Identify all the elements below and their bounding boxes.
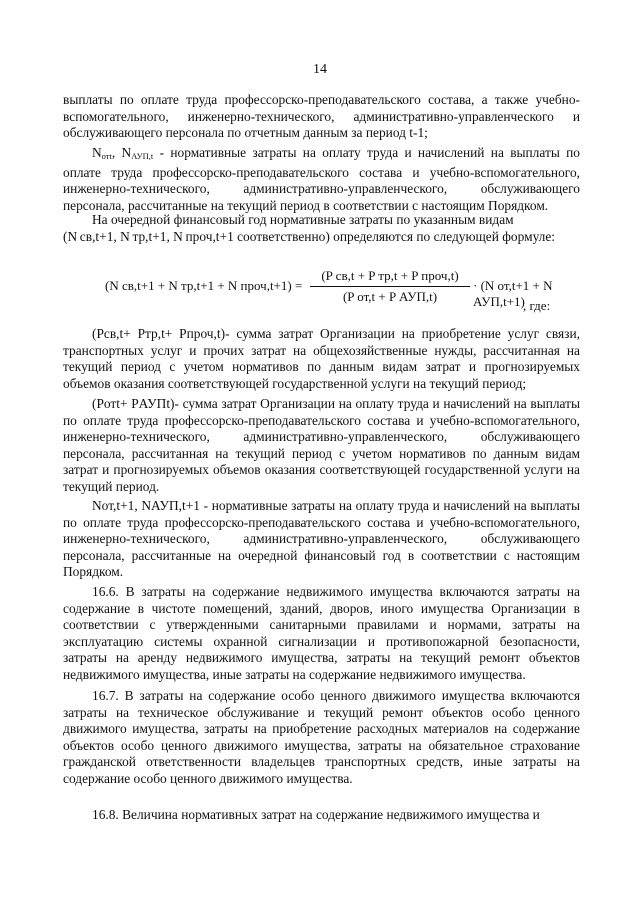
- paragraph-16-8: 16.8. Величина нормативных затрат на содержание недвижимого имущества и: [92, 807, 540, 822]
- formula-lhs: (N св,t+1 + N тр,t+1 + N проч,t+1) =: [105, 278, 303, 293]
- formula-where: , где:: [523, 298, 551, 313]
- symbol-n-ot: Nотt, NАУП,t: [92, 145, 154, 161]
- formula-fraction: [310, 268, 470, 305]
- formula-denominator: (P от,t + P АУП,t): [342, 289, 438, 304]
- formula-numerator: (P св,t + P тр,t + P проч,t): [310, 268, 470, 287]
- paragraph-16-6: 16.6. В затраты на содержание недвижимого имущества включаются затраты на содержание в чистоте помещений, зданий, дворов, иного имущества Организации в соответствии с утвержденными санитарными правилами и нормами, затраты на эксплуатацию системы охранной сигнализации и противопожарной безопасности, затраты на аренду недвижимого имущества, затраты на текущий ремонт объектов недвижимого имущества, иные затраты на содержание недвижимого имущества.: [63, 584, 580, 682]
- variables-list: (N св,t+1, N тр,t+1, N проч,t+1 соответственно) определяются по следующей формуле:: [63, 228, 556, 244]
- paragraph-intro: выплаты по оплате труда профессорско-преподавательского состава, а также учебно-вспомогательного, инженерно-технического, административно-управленческого и обслуживающего персонала по отчетным данным за период t-1;: [63, 92, 580, 141]
- paragraph-p-ot-definition: (Pотt+ PАУПt)- сумма затрат Организации на оплату труда и начислений на выплаты по оплате труда профессорско-преподавательского состава и учебно-вспомогательного, инженерно-технического, административно-управленческого, обслуживающего персонала, рассчитанная на текущий период с учетом нормативов по данным видам затрат и прогнозируемых объемов оказания соответствующей государственной услуги на текущий период.: [63, 396, 580, 494]
- cost-formula: [105, 268, 575, 316]
- definition-text: - нормативные затраты на оплату труда и начислений на выплаты по оплате труда профессорско-преподавательского состава и учебно-вспомогательного, инженерно-технического, административно-управленческого, обслуживающего персонала, рассчитанные на текущий период в соответствии с настоящим Порядком.: [63, 145, 580, 213]
- paragraph-n-next-definition: Nот,t+1, NАУП,t+1 - нормативные затраты на оплату труда и начислений на выплаты по оплате труда профессорско-преподавательского состава и учебно-вспомогательного, инженерно-технического, административно-управленческого, обслуживающего персонала, рассчитанные на очередной финансовый год в соответствии с настоящим Порядком.: [63, 498, 580, 580]
- paragraph-n-ot-definition: [63, 145, 580, 214]
- paragraph-next-year: На очередной финансовый год нормативные затраты по указанным видам (N св,t+1, N тр,t+1, N проч,t+1 соответственно) определяются по следующей формуле:: [63, 212, 556, 244]
- paragraph-p-sv-definition: (Pсв,t+ Pтр,t+ Pпроч,t)- сумма затрат Организации на приобретение услуг связи, транспортных услуг и прочих затрат на общехозяйственные нужды, рассчитанная на текущий период с учетом нормативов по данным видам затрат и прогнозируемых объемов оказания соответствующей государственной услуги на текущий период;: [63, 326, 580, 391]
- formula-rhs: · (N от,t+1 + N АУП,t+1): [473, 278, 553, 309]
- page-number: 14: [313, 62, 327, 77]
- paragraph-16-7: 16.7. В затраты на содержание особо ценного движимого имущества включаются затраты на техническое обслуживание и текущий ремонт объектов особо ценного движимого имущества, затраты на приобретение расходных материалов на содержание объектов особо ценного движимого имущества, затраты на обязательное страхование гражданской ответственности владельцев транспортных средств, иные затраты на содержание особо ценного движимого имущества.: [63, 688, 580, 786]
